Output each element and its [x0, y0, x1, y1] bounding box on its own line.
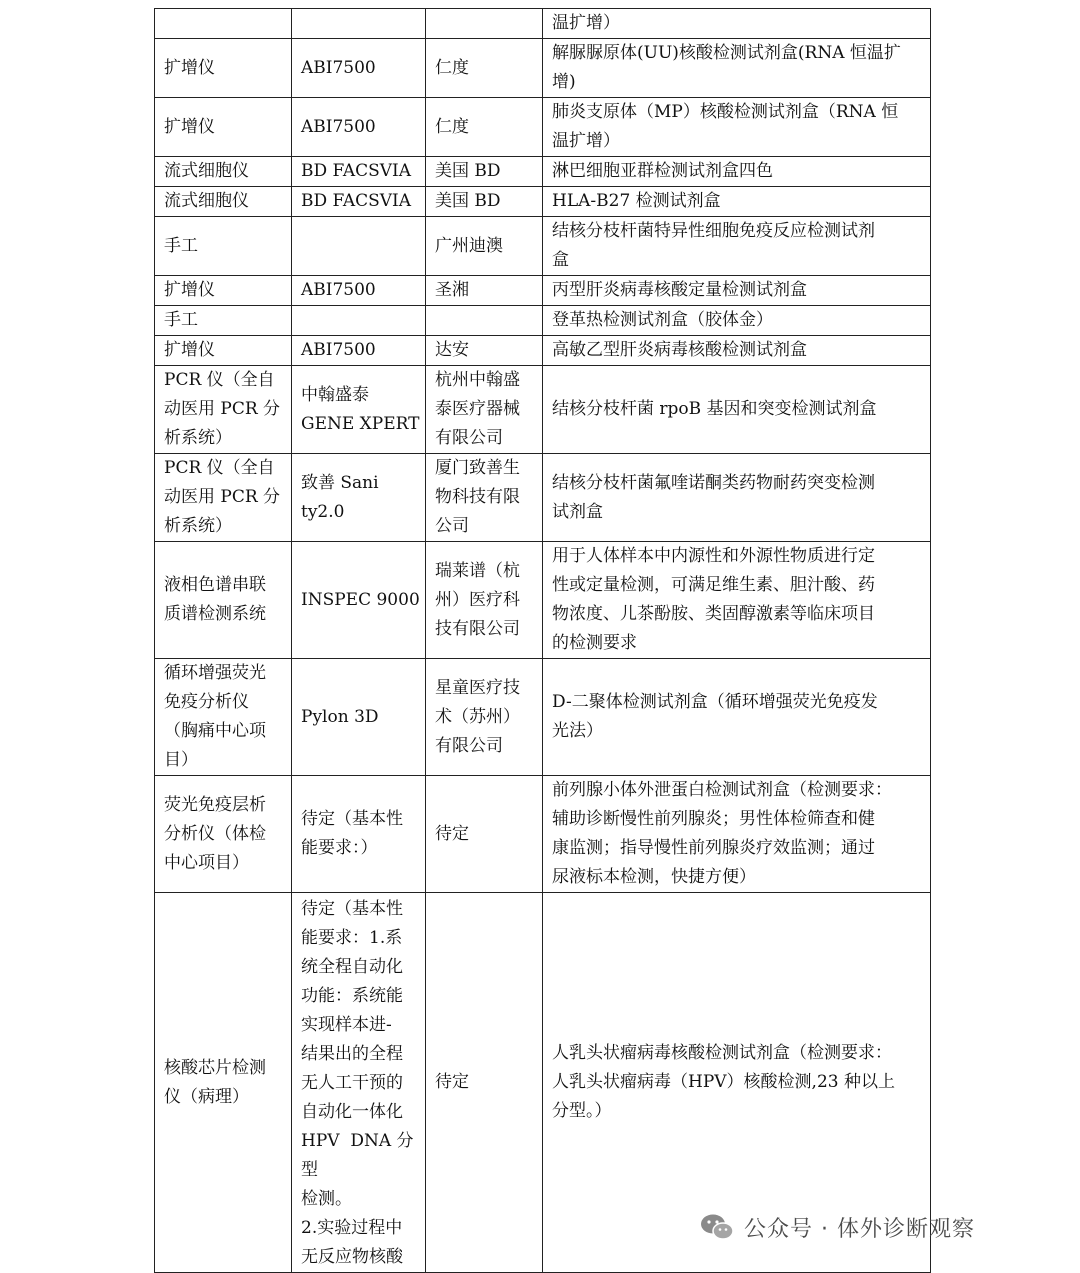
table-cell-col1: 扩增仪	[155, 276, 292, 306]
table-cell-col2: ABI7500	[292, 98, 426, 157]
table-cell-col2: Pylon 3D	[292, 659, 426, 776]
table-cell-col4: 结核分枝杆菌 rpoB 基因和突变检测试剂盒	[543, 366, 931, 454]
table-cell-col3: 杭州中翰盛 泰医疗器械 有限公司	[426, 366, 543, 454]
table-cell-col4: 淋巴细胞亚群检测试剂盒四色	[543, 157, 931, 187]
table-row	[155, 187, 931, 217]
table-cell-col3: 达安	[426, 336, 543, 366]
table-cell-col1: 扩增仪	[155, 39, 292, 98]
table-cell-col1: 流式细胞仪	[155, 187, 292, 217]
table-cell-col2: 中翰盛泰 GENE XPERT	[292, 366, 426, 454]
table-cell-col3: 美国 BD	[426, 157, 543, 187]
table-row	[155, 157, 931, 187]
table-cell-col4: 高敏乙型肝炎病毒核酸检测试剂盒	[543, 336, 931, 366]
table-cell-col2: 待定（基本性 能要求：）	[292, 776, 426, 893]
table-row	[155, 9, 931, 39]
table-cell-col4: 登革热检测试剂盒（胶体金）	[543, 306, 931, 336]
table-cell-col3: 圣湘	[426, 276, 543, 306]
table-row	[155, 98, 931, 157]
table-cell-col4: HLA-B27 检测试剂盒	[543, 187, 931, 217]
table-cell-col2: ABI7500	[292, 39, 426, 98]
table-cell-col3	[426, 9, 543, 39]
table-row	[155, 776, 931, 893]
table-cell-col1: 手工	[155, 306, 292, 336]
table-cell-col2	[292, 306, 426, 336]
watermark-text: 公众号 · 体外诊断观察	[744, 1216, 975, 1242]
table-cell-col4: 人乳头状瘤病毒核酸检测试剂盒（检测要求： 人乳头状瘤病毒（HPV）核酸检测,23 种以上 分型。）	[543, 893, 931, 1273]
table-cell-col1: 循环增强荧光 免疫分析仪 （胸痛中心项 目）	[155, 659, 292, 776]
table-cell-col3: 美国 BD	[426, 187, 543, 217]
table-row	[155, 336, 931, 366]
table-row	[155, 366, 931, 454]
table-cell-col1: 核酸芯片检测 仪（病理）	[155, 893, 292, 1273]
table-cell-col2	[292, 217, 426, 276]
table-cell-col4: 解脲脲原体(UU)核酸检测试剂盒(RNA 恒温扩 增)	[543, 39, 931, 98]
table-cell-col3: 广州迪澳	[426, 217, 543, 276]
table-cell-col2: 致善 Sani ty2.0	[292, 454, 426, 542]
table-cell-col3: 仁度	[426, 98, 543, 157]
table-cell-col1: 荧光免疫层析 分析仪（体检 中心项目）	[155, 776, 292, 893]
table-cell-col1: 扩增仪	[155, 336, 292, 366]
table-cell-col2	[292, 9, 426, 39]
table-cell-col1: 流式细胞仪	[155, 157, 292, 187]
table-row	[155, 276, 931, 306]
table-cell-col1: PCR 仪（全自 动医用 PCR 分 析系统）	[155, 454, 292, 542]
watermark	[700, 1205, 975, 1249]
table-row	[155, 659, 931, 776]
table-cell-col1: 液相色谱串联 质谱检测系统	[155, 542, 292, 659]
table-cell-col2: BD FACSVIA	[292, 187, 426, 217]
table-cell-col1: 手工	[155, 217, 292, 276]
table-row	[155, 306, 931, 336]
table-cell-col4: 用于人体样本中内源性和外源性物质进行定 性或定量检测，可满足维生素、胆汁酸、药 物浓度、儿茶酚胺、类固醇激素等临床项目 的检测要求	[543, 542, 931, 659]
table-cell-col3: 待定	[426, 893, 543, 1273]
table-row	[155, 217, 931, 276]
table-cell-col3: 仁度	[426, 39, 543, 98]
table-body	[155, 9, 931, 1273]
table-cell-col4: D-二聚体检测试剂盒（循环增强荧光免疫发 光法）	[543, 659, 931, 776]
table-cell-col4: 结核分枝杆菌特异性细胞免疫反应检测试剂 盒	[543, 217, 931, 276]
table-cell-col1: 扩增仪	[155, 98, 292, 157]
table-cell-col3	[426, 306, 543, 336]
table-row	[155, 542, 931, 659]
table-cell-col3: 星童医疗技 术（苏州） 有限公司	[426, 659, 543, 776]
table-cell-col1: PCR 仪（全自 动医用 PCR 分 析系统）	[155, 366, 292, 454]
table-cell-col2: BD FACSVIA	[292, 157, 426, 187]
table-cell-col2: ABI7500	[292, 276, 426, 306]
table-row	[155, 39, 931, 98]
table-cell-col4: 丙型肝炎病毒核酸定量检测试剂盒	[543, 276, 931, 306]
table-cell-col4: 结核分枝杆菌氟喹诺酮类药物耐药突变检测 试剂盒	[543, 454, 931, 542]
table-cell-col1	[155, 9, 292, 39]
table-cell-col3: 厦门致善生 物科技有限 公司	[426, 454, 543, 542]
equipment-table	[154, 8, 931, 1273]
table-cell-col4: 温扩增）	[543, 9, 931, 39]
table-cell-col2: 待定（基本性 能要求：1.系 统全程自动化 功能：系统能 实现样本进- 结果出的全程 无人工干预的 自动化一体化 HPV DNA 分型 检测。 2.实验过程中 无反应物核酸	[292, 893, 426, 1273]
table-cell-col3: 待定	[426, 776, 543, 893]
table-cell-col2: ABI7500	[292, 336, 426, 366]
table-row	[155, 454, 931, 542]
table-cell-col2: INSPEC 9000	[292, 542, 426, 659]
table-cell-col4: 肺炎支原体（MP）核酸检测试剂盒（RNA 恒 温扩增）	[543, 98, 931, 157]
wechat-icon	[700, 1213, 734, 1241]
table-cell-col3: 瑞莱谱（杭 州）医疗科 技有限公司	[426, 542, 543, 659]
table-cell-col4: 前列腺小体外泄蛋白检测试剂盒（检测要求： 辅助诊断慢性前列腺炎；男性体检筛查和健 康监测；指导慢性前列腺炎疗效监测；通过 尿液标本检测，快捷方便）	[543, 776, 931, 893]
